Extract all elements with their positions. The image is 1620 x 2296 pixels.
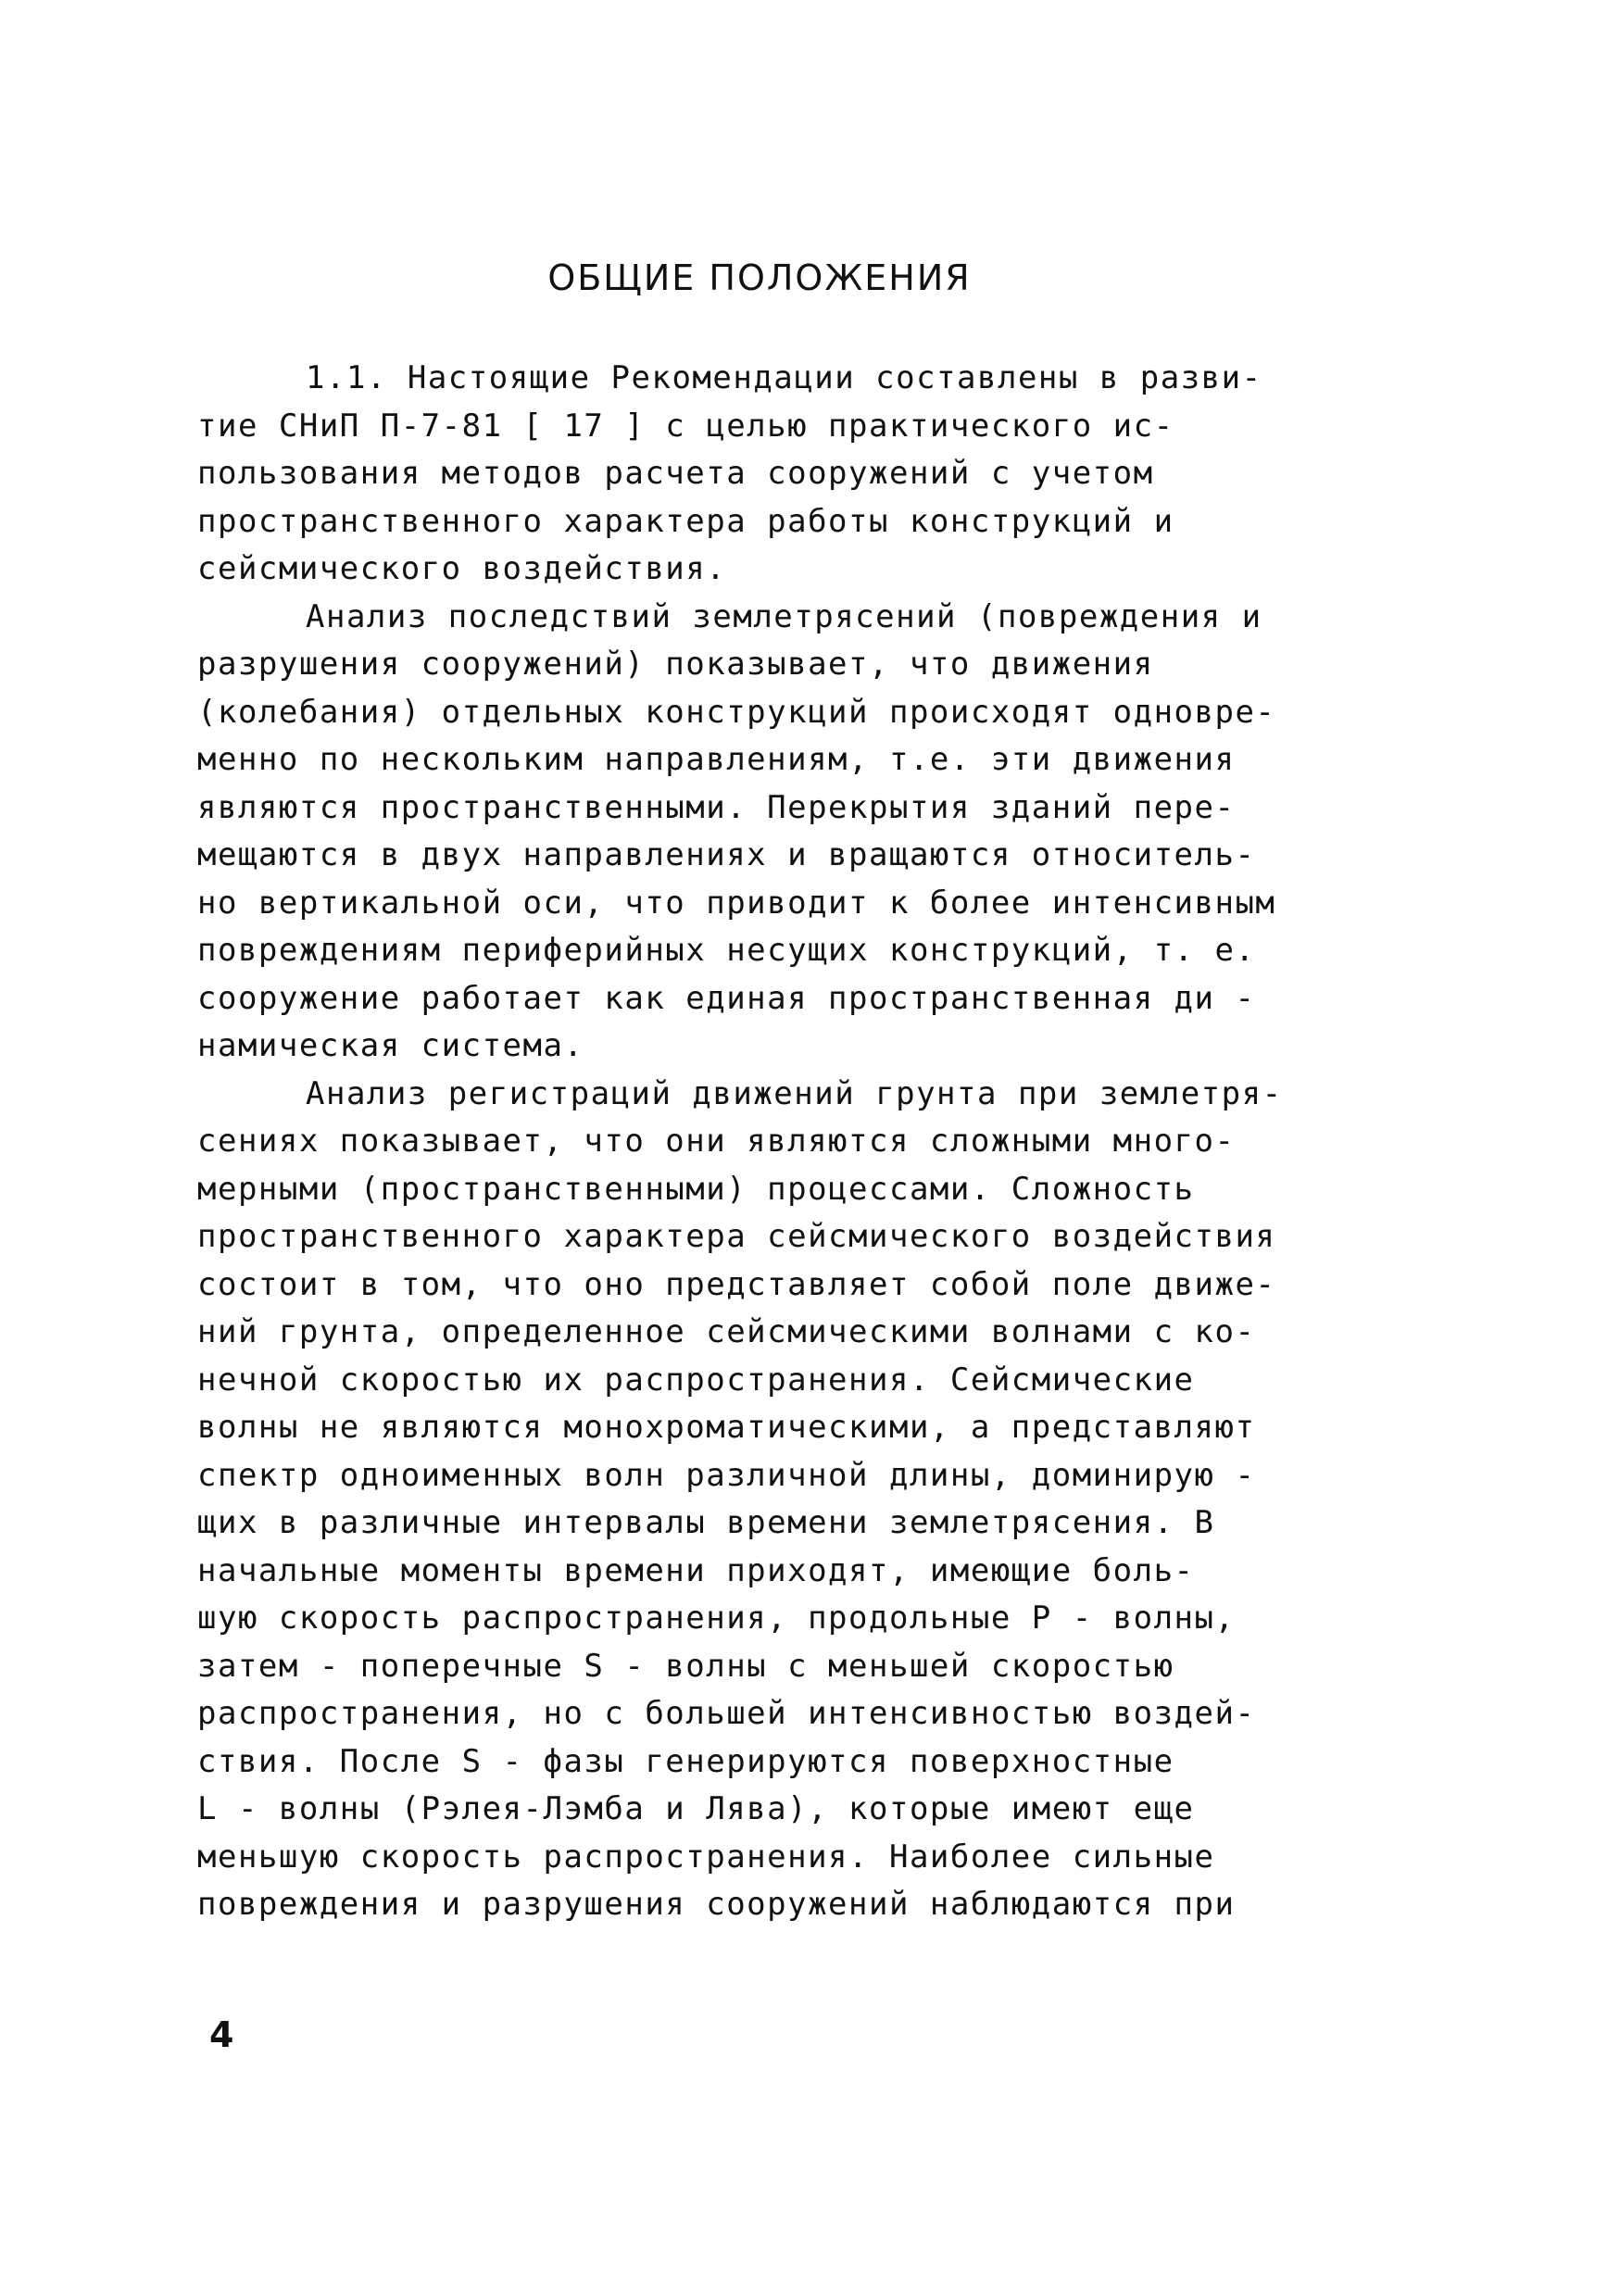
text-line: (колебания) отдельных конструкций происходят одновре- bbox=[197, 694, 1276, 731]
text-line: пространственного характера сейсмического воздействия bbox=[197, 1218, 1276, 1255]
text-line: сейсмического воздействия. bbox=[197, 550, 727, 587]
text-line: начальные моменты времени приходят, имеющие боль- bbox=[197, 1552, 1195, 1589]
text-line: меньшую скорость распространения. Наиболее сильные bbox=[197, 1838, 1215, 1876]
text-line: распространения, но с большей интенсивностью воздей- bbox=[197, 1695, 1256, 1732]
text-line: являются пространственными. Перекрытия зданий пере- bbox=[197, 789, 1236, 826]
text-line: намическая система. bbox=[197, 1027, 584, 1064]
text-line: шую скорость распространения, продольные P - волны, bbox=[197, 1600, 1236, 1637]
text-line: мещаются в двух направлениях и вращаются относитель- bbox=[197, 836, 1256, 873]
text-line: сениях показывает, что они являются сложными много- bbox=[197, 1123, 1236, 1160]
text-line: повреждениям периферийных несущих конструкций, т. е. bbox=[197, 932, 1256, 969]
text-line: 1.1. Настоящие Рекомендации составлены в разви- bbox=[306, 359, 1262, 396]
text-line: сооружение работает как единая пространственная ди - bbox=[197, 980, 1256, 1017]
text-line: ний грунта, определенное сейсмическими волнами с ко- bbox=[197, 1313, 1256, 1350]
section-title: ОБЩИЕ ПОЛОЖЕНИЯ bbox=[547, 257, 972, 298]
text-line: тие СНиП П-7-81 [ 17 ] с целью практического ис- bbox=[197, 408, 1174, 445]
text-line: но вертикальной оси, что приводит к более интенсивным bbox=[197, 885, 1276, 922]
text-line: менно по нескольким направлениям, т.е. эти движения bbox=[197, 741, 1236, 778]
text-line: состоит в том, что оно представляет собой поле движе- bbox=[197, 1266, 1276, 1303]
text-line: волны не являются монохроматическими, а представляют bbox=[197, 1409, 1256, 1446]
text-line: Анализ последствий землетрясений (повреждения и bbox=[306, 598, 1262, 635]
text-line: щих в различные интервалы времени землетрясения. В bbox=[197, 1504, 1215, 1541]
text-line: спектр одноименных волн различной длины, доминирую - bbox=[197, 1457, 1256, 1494]
text-line: Анализ регистраций движений грунта при землетря- bbox=[306, 1075, 1283, 1112]
text-line: ствия. После S - фазы генерируются поверхностные bbox=[197, 1743, 1174, 1780]
text-line: повреждения и разрушения сооружений наблюдаются при bbox=[197, 1886, 1236, 1923]
text-line: пользования методов расчета сооружений с учетом bbox=[197, 455, 1154, 492]
text-line: мерными (пространственными) процессами. Сложность bbox=[197, 1171, 1195, 1208]
page-number: 4 bbox=[209, 2014, 234, 2055]
text-line: затем - поперечные S - волны с меньшей скоростью bbox=[197, 1648, 1174, 1685]
text-line: L - волны (Рэлея-Лэмба и Лява), которые имеют еще bbox=[197, 1790, 1195, 1827]
text-line: пространственного характера работы конструкций и bbox=[197, 503, 1174, 540]
text-line: разрушения сооружений) показывает, что движения bbox=[197, 646, 1154, 683]
text-line: нечной скоростью их распространения. Сейсмические bbox=[197, 1361, 1195, 1399]
